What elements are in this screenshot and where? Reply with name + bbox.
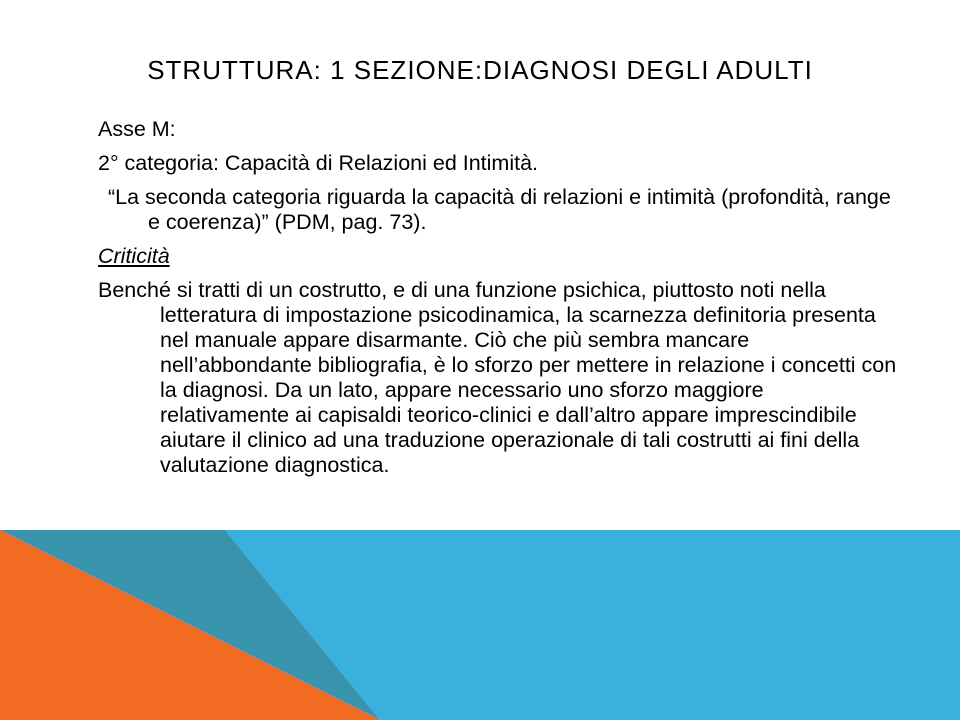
criticality-heading: Criticità — [98, 244, 170, 268]
slide-title: STRUTTURA: 1 SEZIONE:DIAGNOSI DEGLI ADULTI — [147, 55, 813, 85]
axis-label: Asse M: — [98, 117, 176, 141]
quote-paragraph: “La seconda categoria riguarda la capacità di relazioni e intimità (profondità, range e coerenza)” (PDM, pag. 73). — [108, 185, 891, 234]
body-paragraph: Benché si tratti di un costrutto, e di una funzione psichica, piuttosto noti nella letteratura di impostazione psicodinamica, la scarnezza definitoria presenta nel manuale appare disarmante. Ciò che più sembra mancare nell’abbondante bibliografia, è lo sforzo per mettere in relazione i concetti con la diagnosi. Da un lato, appare necessario uno sforzo maggiore relativamente ai capisaldi teorico-clinici e dall’altro appare imprescindibile aiutare il clinico ad una traduzione operazionale di tali costrutti ai fini della valutazione diagnostica. — [98, 278, 897, 477]
category-line: 2° categoria: Capacità di Relazioni ed Intimità. — [98, 151, 539, 175]
slide-body — [98, 117, 898, 487]
